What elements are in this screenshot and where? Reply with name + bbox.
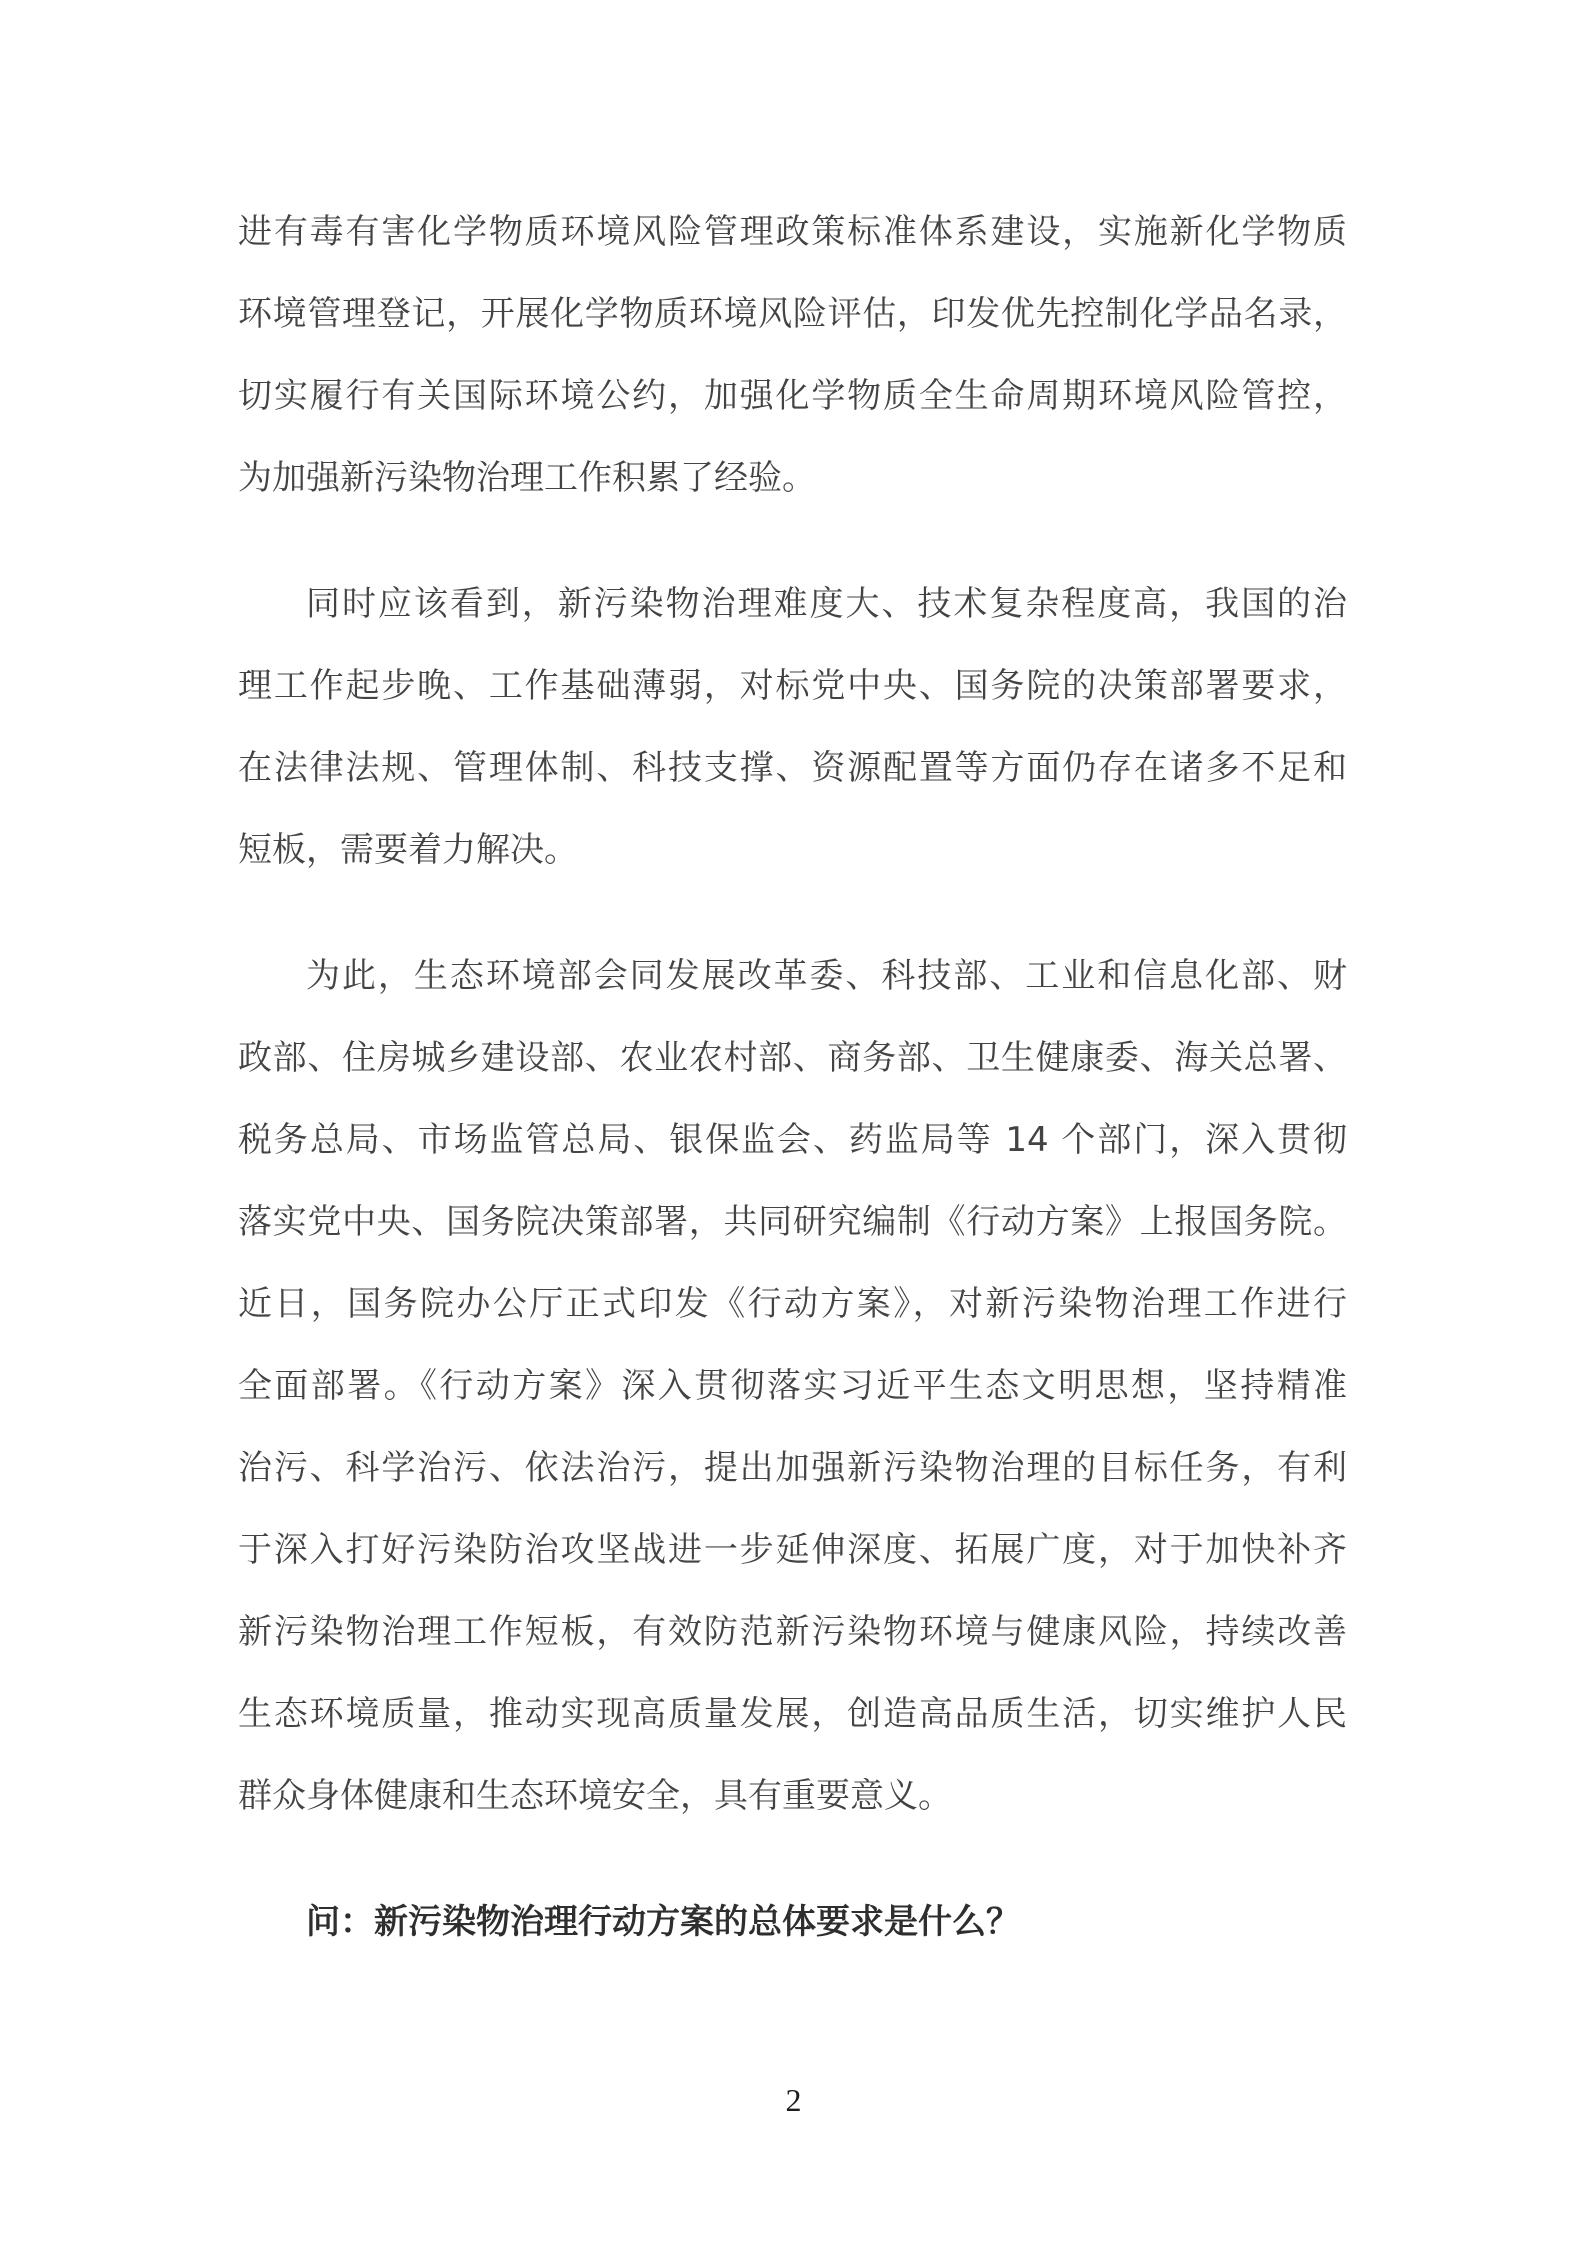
paragraph xyxy=(238,563,1347,891)
text-line: 群众身体健康和生态环境安全，具有重要意义。 xyxy=(238,1776,952,1816)
text-line: 问：新污染物治理行动方案的总体要求是什么？ xyxy=(306,1902,1020,1942)
page-footer xyxy=(0,2082,1587,2119)
paragraph xyxy=(238,935,1347,1837)
text-line: 环境管理登记，开展化学物质环境风险评估，印发优先控制化学品名录， xyxy=(238,294,1347,334)
document-body xyxy=(238,191,1347,2007)
text-line: 为加强新污染物治理工作积累了经验。 xyxy=(238,458,816,498)
text-line: 理工作起步晚、工作基础薄弱，对标党中央、国务院的决策部署要求， xyxy=(238,666,1347,706)
text-line: 政部、住房城乡建设部、农业农村部、商务部、卫生健康委、海关总署、 xyxy=(238,1038,1347,1078)
paragraph xyxy=(238,191,1347,519)
text-line: 新污染物治理工作短板，有效防范新污染物环境与健康风险，持续改善 xyxy=(238,1612,1347,1652)
text-line: 税务总局、市场监管总局、银保监会、药监局等 14 个部门，深入贯彻 xyxy=(238,1120,1347,1160)
text-line: 全面部署。《行动方案》深入贯彻落实习近平生态文明思想，坚持精准 xyxy=(238,1366,1347,1406)
text-line: 切实履行有关国际环境公约，加强化学物质全生命周期环境风险管控， xyxy=(238,376,1347,416)
text-line: 在法律法规、管理体制、科技支撑、资源配置等方面仍存在诸多不足和 xyxy=(238,748,1347,788)
text-line: 短板，需要着力解决。 xyxy=(238,830,578,870)
text-line: 近日，国务院办公厅正式印发《行动方案》，对新污染物治理工作进行 xyxy=(238,1284,1347,1324)
text-line: 生态环境质量，推动实现高质量发展，创造高品质生活，切实维护人民 xyxy=(238,1694,1347,1734)
text-line: 同时应该看到，新污染物治理难度大、技术复杂程度高，我国的治 xyxy=(306,584,1347,624)
question-heading xyxy=(238,1881,1347,1963)
text-line: 落实党中央、国务院决策部署，共同研究编制《行动方案》上报国务院。 xyxy=(238,1202,1347,1242)
text-line: 治污、科学治污、依法治污，提出加强新污染物治理的目标任务，有利 xyxy=(238,1448,1347,1488)
page-number: 2 xyxy=(785,2082,802,2118)
text-line: 进有毒有害化学物质环境风险管理政策标准体系建设，实施新化学物质 xyxy=(238,212,1347,252)
text-line: 为此，生态环境部会同发展改革委、科技部、工业和信息化部、财 xyxy=(306,956,1347,996)
text-line: 于深入打好污染防治攻坚战进一步延伸深度、拓展广度，对于加快补齐 xyxy=(238,1530,1347,1570)
